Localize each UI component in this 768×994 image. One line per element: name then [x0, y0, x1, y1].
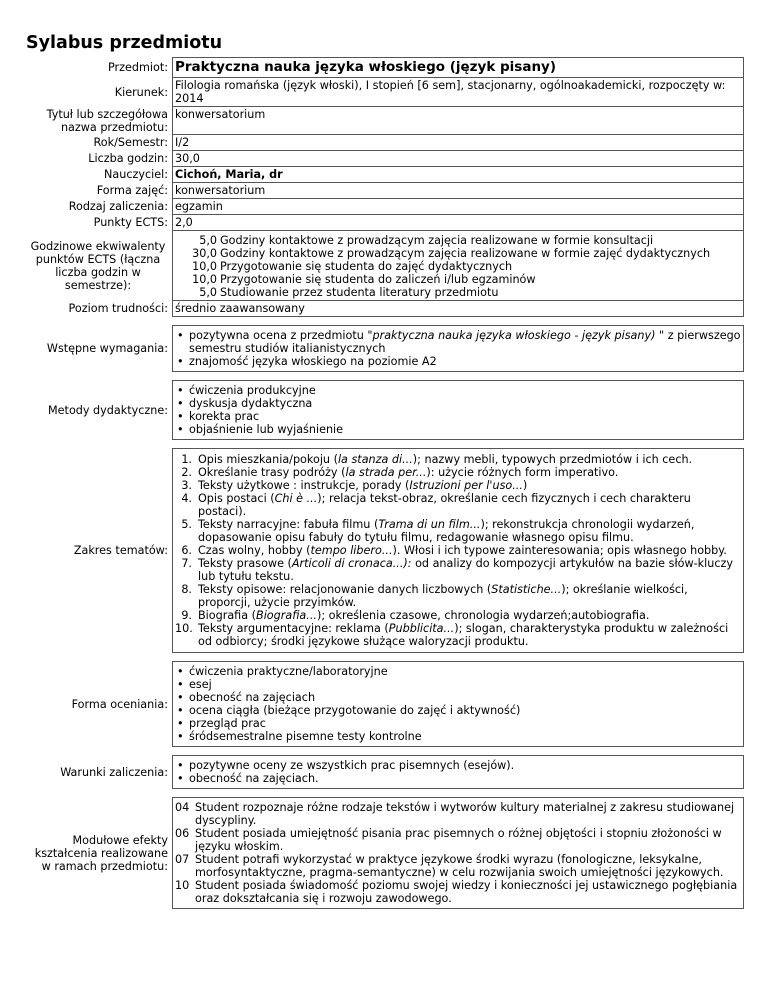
text: z pierwszego semestru studiów italianistycznych	[189, 329, 741, 355]
item-number: 7.	[181, 557, 192, 570]
zakres-list	[175, 453, 741, 648]
page-title: Sylabus przedmiotu	[26, 33, 223, 53]
text: ); określanie wielkości, proporcji, użycie przyimków.	[198, 583, 688, 609]
list-item: • objaśnienie lub wyjaśnienie	[187, 423, 741, 436]
effect-row	[175, 879, 741, 905]
value-kierunek: Filologia romańska (język włoski), I stopień [6 sem], stacjonarny, ogólnoakademicki, rozpoczęty w: 2014	[173, 78, 744, 107]
spacer	[26, 372, 744, 381]
row-kierunek	[26, 78, 744, 107]
text: ); relacja tekst-obraz, określanie cech fizycznych i cech charakteru postaci).	[198, 492, 691, 518]
italic-text: Trama di un film...	[378, 518, 481, 531]
item-number: 3.	[181, 479, 192, 492]
ects-text: Godziny kontaktowe z prowadzącym zajęcia realizowane w formie zajęć dydaktycznych	[220, 247, 711, 260]
wstepne-list	[175, 329, 741, 368]
text: Teksty argumentacyjne: reklama (	[198, 622, 389, 635]
value-poziom: średnio zaawansowany	[173, 301, 744, 317]
italic-text: la stanza di...	[337, 453, 413, 466]
effect-code: 04	[175, 801, 190, 814]
ects-text: Przygotowanie się studenta do zajęć dydaktycznych	[220, 260, 513, 273]
label-metody: Metody dydaktyczne:	[48, 403, 168, 417]
ects-hours: 5,0	[199, 286, 217, 299]
label-liczba: Liczba godzin:	[88, 151, 168, 165]
spacer	[26, 317, 744, 326]
list-item	[175, 583, 741, 609]
italic-text: Pubblicita...	[388, 622, 455, 635]
item-number: 1.	[181, 453, 192, 466]
effect-text: Student potrafi wykorzystać w praktyce językowe środki wyrazu (fonologiczne, leksykalne, morfosyntaktyczne, pragma-semantyczne) w celu rozwijania swoich umiejętności językowych.	[195, 853, 724, 879]
item-number: 2.	[181, 466, 192, 479]
effect-row	[175, 827, 741, 853]
row-godzinowe	[26, 231, 744, 301]
syllabus-table	[26, 57, 744, 909]
row-forma	[26, 183, 744, 199]
label-punkty: Punkty ECTS:	[93, 215, 168, 229]
text: ): użycie różnych form imperativo.	[426, 466, 619, 479]
row-poziom	[26, 301, 744, 317]
text: Określanie trasy podróży (	[198, 466, 346, 479]
row-liczba	[26, 151, 744, 167]
row-zakres	[26, 449, 744, 653]
list-item: • esej	[187, 678, 741, 691]
italic-text: Biografia...	[256, 609, 317, 622]
spacer	[26, 789, 744, 798]
list-item: • pozytywne oceny ze wszystkich prac pisemnych (esejów).	[187, 759, 741, 772]
ects-row	[175, 286, 741, 299]
course-name: "praktyczna nauka języka włoskiego - język pisany) "	[367, 329, 665, 342]
label-kierunek: Kierunek:	[114, 85, 168, 99]
list-item: • obecność na zajęciach.	[187, 772, 741, 785]
value-warunki	[173, 756, 744, 789]
italic-text: Articoli di cronaca...):	[291, 557, 412, 570]
label-zakres: Zakres tematów:	[73, 544, 168, 557]
text: ). Włosi i ich typowe zainteresowania; opis własnego hobby.	[392, 544, 727, 557]
spacer	[26, 747, 744, 756]
list-item: • dyskusja dydaktyczna	[187, 397, 741, 410]
label-nauczyciel: Nauczyciel:	[104, 167, 168, 181]
value-punkty: 2,0	[173, 215, 744, 231]
value-forma-oceniania	[173, 662, 744, 747]
ects-row	[175, 234, 741, 247]
list-item: • znajomość języka włoskiego na poziomie A2	[187, 355, 741, 368]
list-item	[175, 518, 741, 544]
ects-hours: 5,0	[199, 234, 217, 247]
ects-text: Studiowanie przez studenta literatury przedmiotu	[220, 286, 499, 299]
label-forma-oceniania: Forma oceniania:	[71, 697, 168, 711]
item-number: 9.	[181, 609, 192, 622]
value-nauczyciel: Cichoń, Maria, dr	[173, 167, 744, 183]
effect-text: Student posiada świadomość poziomu swojej wiedzy i konieczności jej ustawicznego pogłębiania oraz dokształcania się i rozwoju zawodowego.	[195, 879, 738, 905]
list-item	[187, 329, 741, 355]
list-item: • ćwiczenia praktyczne/laboratoryjne	[187, 665, 741, 678]
ects-hours: 10,0	[192, 273, 217, 286]
list-item	[175, 492, 741, 518]
italic-text: Istruzioni per l'uso...	[409, 479, 523, 492]
value-metody	[173, 381, 744, 440]
list-item: • korekta prac	[187, 410, 741, 423]
value-przedmiot: Praktyczna nauka języka włoskiego (język pisany)	[173, 58, 744, 78]
text: ); rekonstrukcja chronologii wydarzeń, dopasowanie opisu fabuły do tytułu filmu, redagowanie własnego opisu filmu.	[198, 518, 695, 544]
label-forma: Forma zajęć:	[96, 183, 168, 197]
ects-hours: 30,0	[192, 247, 217, 260]
list-item	[175, 557, 741, 583]
text: Czas wolny, hobby (	[198, 544, 311, 557]
row-forma-oceniania	[26, 662, 744, 747]
row-rok	[26, 135, 744, 151]
ects-hours: 10,0	[192, 260, 217, 273]
value-efekty	[173, 798, 744, 909]
label-efekty: Modułowe efekty kształcenia realizowane w ramach przedmiotu:	[34, 833, 168, 873]
spacer	[26, 653, 744, 662]
text: )	[522, 479, 528, 492]
text: Teksty opisowe: relacjonowanie danych liczbowych (	[198, 583, 492, 596]
list-item	[175, 466, 741, 479]
row-metody	[26, 381, 744, 440]
label-rok: Rok/Semestr:	[93, 135, 168, 149]
text: od analizy do kompozycji artykułów na bazie słów-kluczy lub tytułu tekstu.	[198, 557, 733, 583]
label-poziom: Poziom trudności:	[68, 301, 168, 315]
value-tytul: konwersatorium	[173, 107, 744, 135]
ects-text: Przygotowanie się studenta do zaliczeń i/lub egzaminów	[220, 273, 536, 286]
list-item	[175, 479, 741, 492]
text: Teksty narracyjne: fabuła filmu (	[198, 518, 379, 531]
effect-code: 07	[175, 853, 190, 866]
ects-text: Godziny kontaktowe z prowadzącym zajęcia realizowane w formie konsultacji	[220, 234, 654, 247]
row-rodzaj	[26, 199, 744, 215]
effect-code: 10	[175, 879, 190, 892]
list-item	[175, 609, 741, 622]
list-item: • obecność na zajęciach	[187, 691, 741, 704]
ects-row	[175, 247, 741, 260]
effect-row	[175, 801, 741, 827]
row-efekty	[26, 798, 744, 909]
value-ects-list	[173, 231, 744, 301]
row-nauczyciel	[26, 167, 744, 183]
label-tytul: Tytuł lub szczegółowa nazwa przedmiotu:	[46, 107, 168, 134]
text: Teksty użytkowe : instrukcje, porady (	[198, 479, 410, 492]
list-item	[175, 622, 741, 648]
text: Biografia (	[198, 609, 257, 622]
italic-text: la strada per...	[345, 466, 427, 479]
ects-row	[175, 273, 741, 286]
item-number: 10.	[175, 622, 193, 635]
value-rodzaj: egzamin	[173, 199, 744, 215]
value-liczba: 30,0	[173, 151, 744, 167]
label-rodzaj: Rodzaj zaliczenia:	[68, 199, 168, 213]
list-item: • ocena ciągła (bieżące przygotowanie do zajęć i aktywność)	[187, 704, 741, 717]
text: ); nazwy mebli, typowych przedmiotów i ich cech.	[412, 453, 693, 466]
italic-text: Statistiche...	[491, 583, 562, 596]
effect-row	[175, 853, 741, 879]
row-przedmiot	[26, 58, 744, 78]
italic-text: Chi è ...	[274, 492, 318, 505]
warunki-list	[175, 759, 741, 785]
value-wstepne	[173, 326, 744, 372]
text: ); slogan, charakterystyka produktu w zależności od odbiorcy; środki językowe służące waloryzacji produktu.	[198, 622, 729, 648]
text: Opis mieszkania/pokoju (	[198, 453, 338, 466]
text: ); określenia czasowe, chronologia wydarzeń;autobiografia.	[316, 609, 650, 622]
row-punkty	[26, 215, 744, 231]
label-przedmiot: Przedmiot:	[107, 60, 168, 74]
label-godzinowe: Godzinowe ekwiwalenty punktów ECTS (łączna liczba godzin w semestrze):	[30, 239, 166, 292]
list-item	[175, 544, 741, 557]
italic-text: tempo libero...	[310, 544, 393, 557]
item-number: 6.	[181, 544, 192, 557]
text: Opis postaci (	[198, 492, 275, 505]
item-number: 4.	[181, 492, 192, 505]
value-zakres	[173, 449, 744, 653]
effect-text: Student posiada umiejętność pisania prac pisemnych o różnej objętości i stopniu złożoności w języku włoskim.	[195, 827, 722, 853]
spacer	[26, 440, 744, 449]
text: pozytywna ocena z przedmiotu	[189, 329, 368, 342]
text: Teksty prasowe (	[198, 557, 292, 570]
label-warunki: Warunki zaliczenia:	[60, 765, 168, 779]
row-tytul	[26, 107, 744, 135]
effect-text: Student rozpoznaje różne rodzaje tekstów i wytworów kultury materialnej z zakresu studiowanej dyscypliny.	[195, 801, 735, 827]
effect-code: 06	[175, 827, 190, 840]
metody-list	[175, 384, 741, 436]
list-item: • przegląd prac	[187, 717, 741, 730]
ects-row	[175, 260, 741, 273]
item-number: 5.	[181, 518, 192, 531]
label-wstepne: Wstępne wymagania:	[46, 342, 168, 355]
forma-oceniania-list	[175, 665, 741, 743]
list-item	[175, 453, 741, 466]
list-item: • śródsemestralne pisemne testy kontrolne	[187, 730, 741, 743]
item-number: 8.	[181, 583, 192, 596]
row-warunki	[26, 756, 744, 789]
value-forma: konwersatorium	[173, 183, 744, 199]
list-item: • ćwiczenia produkcyjne	[187, 384, 741, 397]
row-wstepne	[26, 326, 744, 372]
value-rok: I/2	[173, 135, 744, 151]
